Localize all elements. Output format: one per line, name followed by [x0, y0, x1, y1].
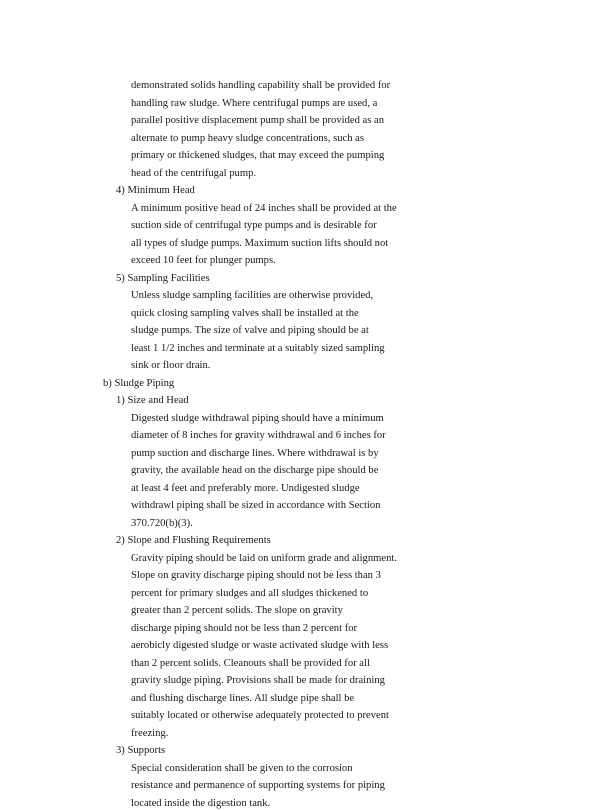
- item-heading: 3) Supports: [116, 745, 166, 756]
- text-line: gravity, the available head on the discharge pipe should be: [131, 465, 379, 476]
- text-line: suitably located or otherwise adequately protected to prevent: [131, 710, 389, 721]
- text-line: at least 4 feet and preferably more. Undigested sludge: [131, 482, 360, 494]
- text-line: quick closing sampling valves shall be installed at the: [131, 307, 359, 319]
- text-line: resistance and permanence of supporting systems for piping: [131, 780, 385, 791]
- text-line: than 2 percent solids. Cleanouts shall be provided for all: [131, 657, 370, 669]
- text-line: all types of sludge pumps. Maximum suction lifts should not: [131, 237, 389, 249]
- text-line: sludge pumps. The size of valve and piping should be at: [131, 325, 369, 336]
- item-heading: 4) Minimum Head: [116, 185, 195, 196]
- text-line: gravity sludge piping. Provisions shall be made for draining: [131, 675, 385, 686]
- text-line: Slope on gravity discharge piping should not be less than 3: [131, 570, 381, 581]
- text-line: Digested sludge withdrawal piping should have a minimum: [131, 412, 384, 424]
- text-line: 370.720(b)(3).: [131, 517, 193, 529]
- text-line: discharge piping should not be less than 2 percent for: [131, 622, 358, 634]
- text-line: handling raw sludge. Where centrifugal pumps are used, a: [131, 97, 378, 109]
- text-line: withdrawl piping shall be sized in accordance with Section: [131, 500, 381, 511]
- text-line: Gravity piping should be laid on uniform grade and alignment.: [131, 552, 397, 564]
- text-line: greater than 2 percent solids. The slope on gravity: [131, 605, 343, 616]
- text-line: pump suction and discharge lines. Where withdrawal is by: [131, 447, 379, 459]
- text-line: Unless sludge sampling facilities are otherwise provided,: [131, 290, 374, 301]
- item-heading: 5) Sampling Facilities: [116, 272, 210, 284]
- text-line: A minimum positive head of 24 inches shall be provided at the: [131, 202, 397, 214]
- text-line: parallel positive displacement pump shall be provided as an: [131, 115, 385, 126]
- text-line: primary or thickened sludges, that may exceed the pumping: [131, 150, 385, 161]
- text-line: head of the centrifugal pump.: [131, 167, 257, 179]
- text-line: least 1 1/2 inches and terminate at a suitably sized sampling: [131, 342, 385, 354]
- item-heading: 1) Size and Head: [116, 395, 189, 406]
- text-line: exceed 10 feet for plunger pumps.: [131, 255, 276, 266]
- text-line: diameter of 8 inches for gravity withdrawal and 6 inches for: [131, 430, 386, 441]
- text-line: located inside the digestion tank.: [131, 797, 271, 809]
- item-heading: 2) Slope and Flushing Requirements: [116, 535, 271, 546]
- text-line: demonstrated solids handling capability shall be provided for: [131, 80, 391, 91]
- text-line: freezing.: [131, 727, 169, 739]
- text-line: aerobicly digested sludge or waste activated sludge with less: [131, 640, 389, 651]
- text-line: alternate to pump heavy sludge concentrations, such as: [131, 132, 364, 144]
- text-line: and flushing discharge lines. All sludge pipe shall be: [131, 692, 355, 704]
- text-line: suction side of centrifugal type pumps and is desirable for: [131, 220, 377, 231]
- text-line: Special consideration shall be given to the corrosion: [131, 762, 353, 774]
- section-heading: b) Sludge Piping: [103, 377, 175, 389]
- text-line: sink or floor drain.: [131, 360, 211, 371]
- text-line: percent for primary sludges and all sludges thickened to: [131, 587, 369, 599]
